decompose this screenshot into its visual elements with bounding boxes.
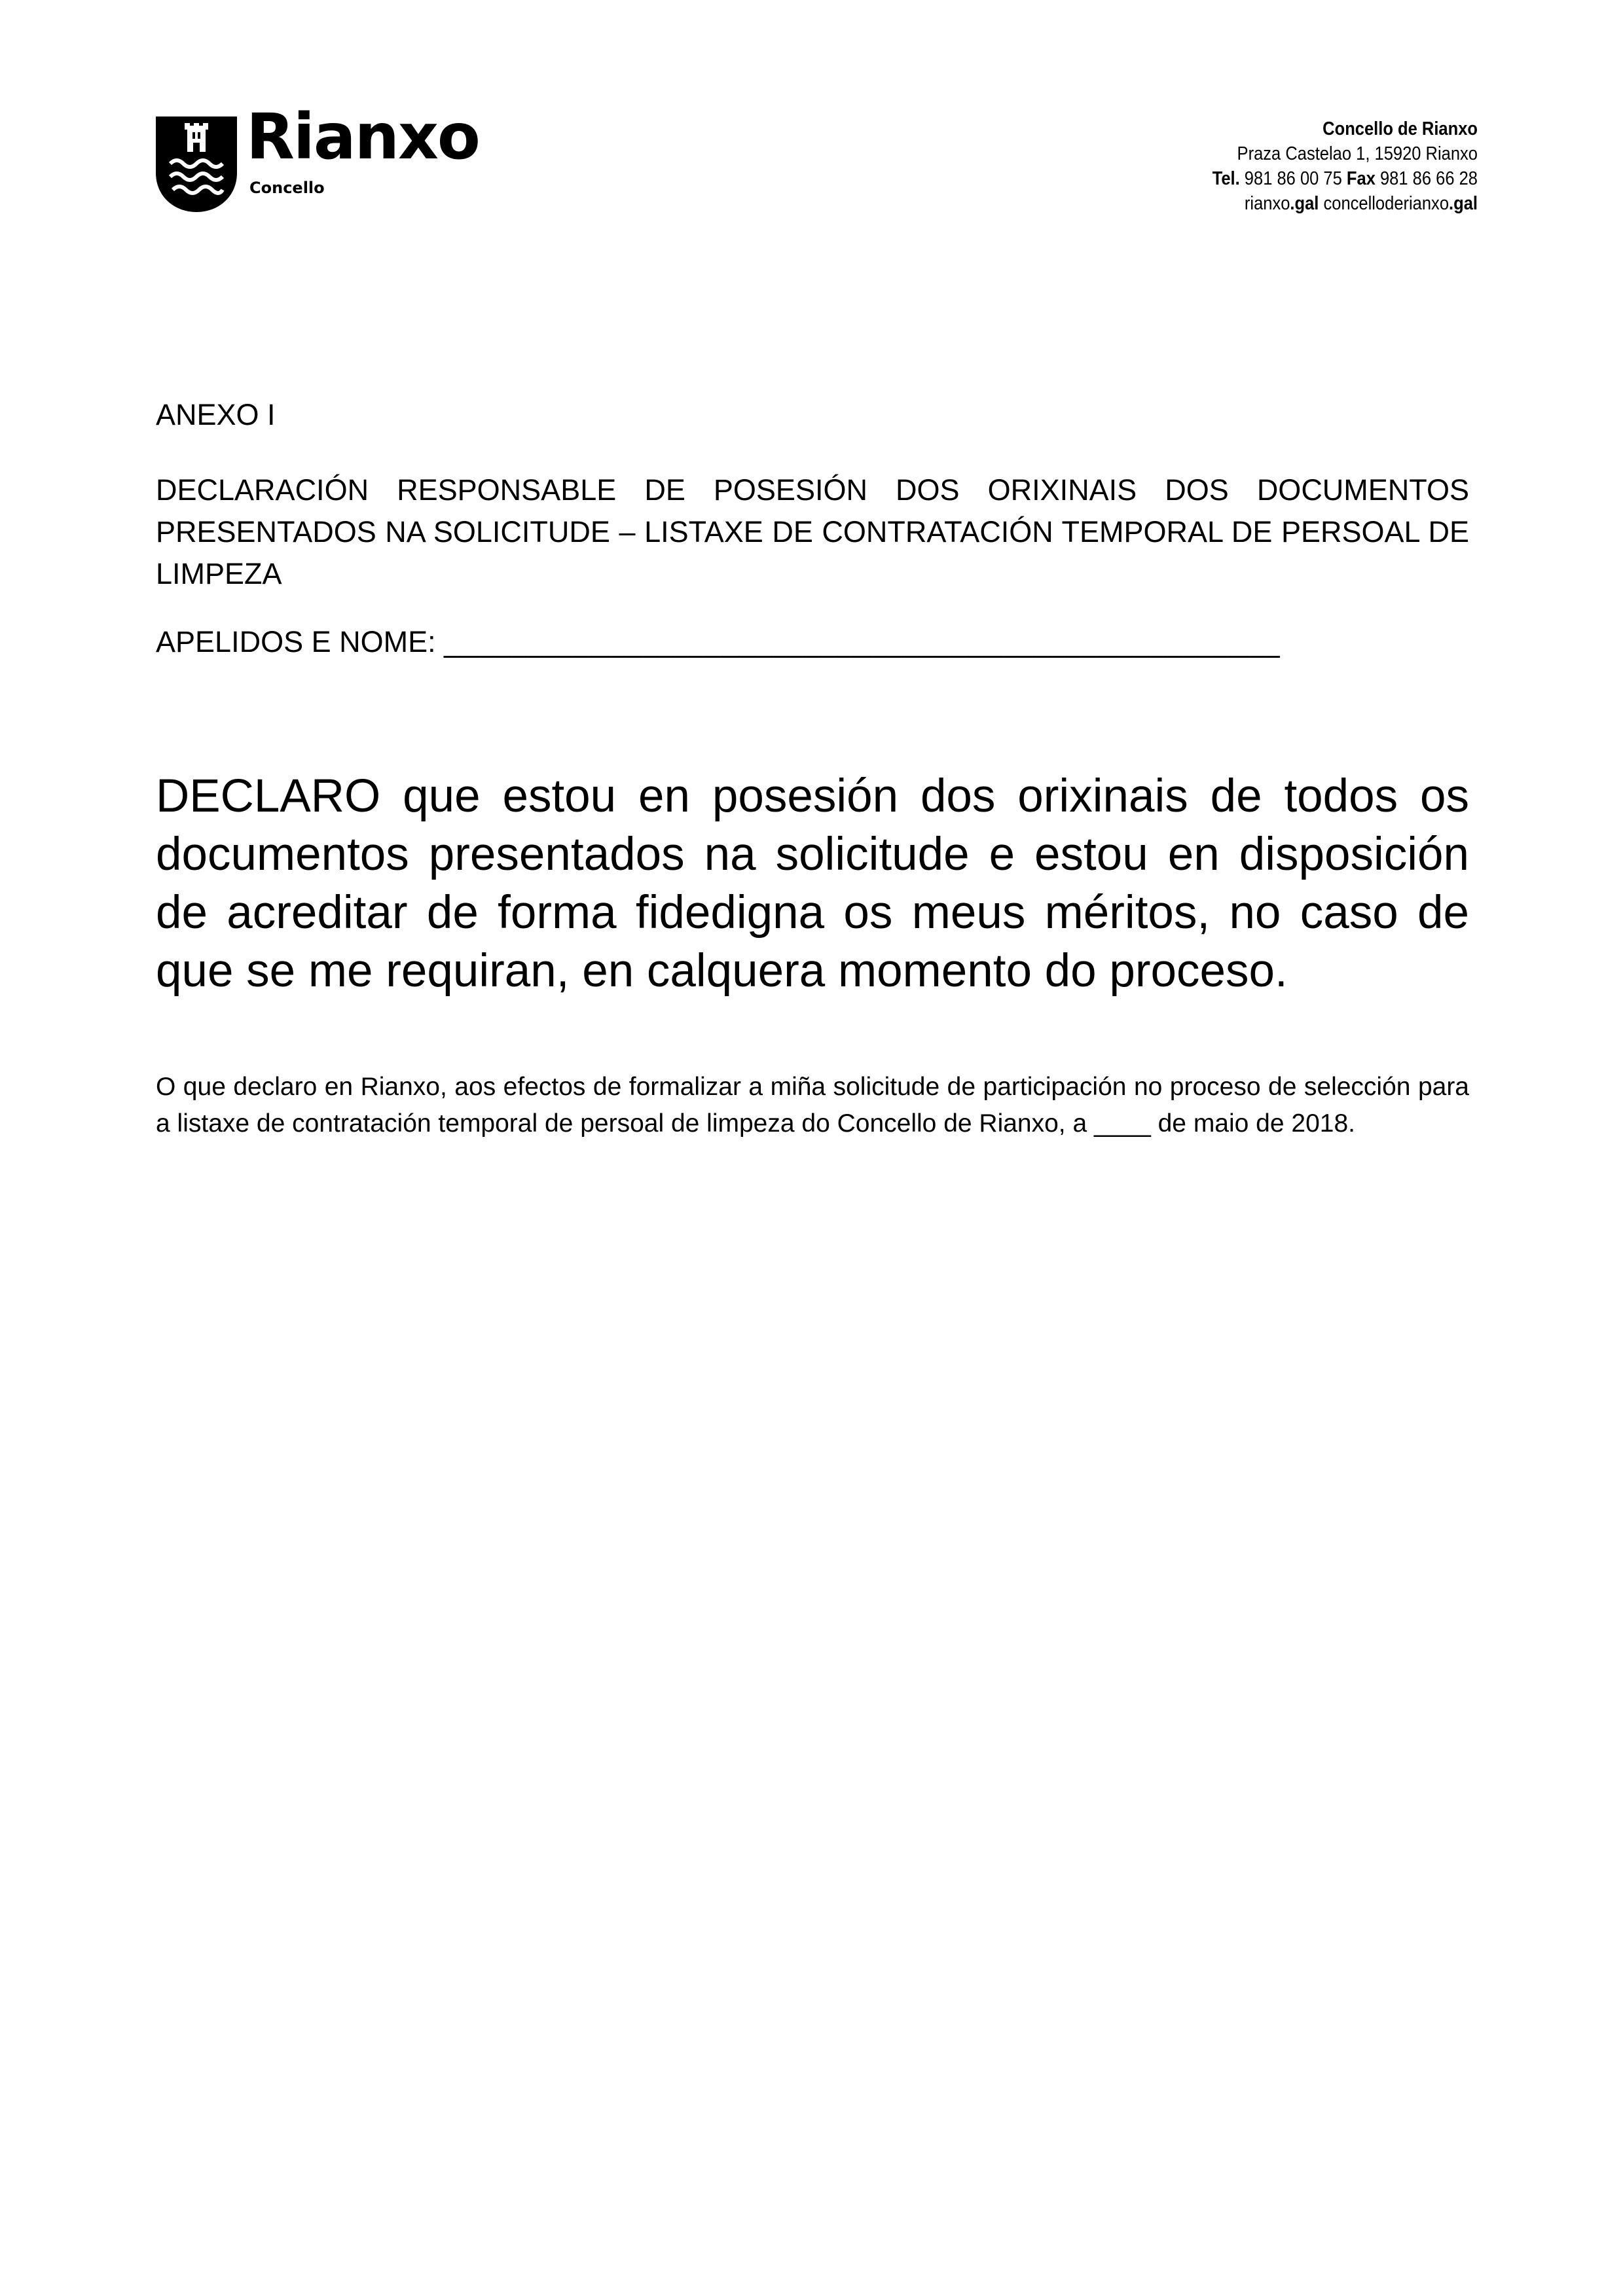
name-field-blank: ___________________________________________________ [444, 625, 1280, 658]
fax-label: Fax [1346, 168, 1376, 189]
phone-fax-line [959, 166, 1478, 191]
web-line [959, 191, 1478, 216]
tel-value: 981 86 00 75 [1244, 168, 1342, 189]
tel-label: Tel. [1212, 168, 1240, 189]
logo-wordmark: Rianxo [246, 100, 479, 173]
web-1-name: rianxo [1244, 193, 1290, 214]
declaration-paragraph: DECLARO que estou en posesión dos orixinais de todos os documentos presentados na solicitude e estou en disposición de acreditar de forma fidedigna os meus méritos, no caso de que se me requiran, en calquera momento do proceso. [156, 770, 1469, 997]
web-2-tld: .gal [1449, 193, 1478, 214]
address: Praza Castelao 1, 15920 Rianxo [1237, 143, 1478, 164]
contact-block [959, 117, 1478, 216]
name-field [156, 625, 1469, 659]
logo-subtitle: Concello [249, 179, 325, 197]
org-name: Concello de Rianxo [1322, 118, 1478, 139]
fax-value: 981 86 66 28 [1379, 168, 1478, 189]
web-2-name: concelloderianxo [1323, 193, 1450, 214]
web-1-tld: .gal [1290, 193, 1319, 214]
concello-logo [156, 100, 509, 213]
annex-heading: ANEXO I [156, 398, 276, 431]
document-title: DECLARACIÓN RESPONSABLE DE POSESIÓN DOS ORIXINAIS DOS DOCUMENTOS PRESENTADOS NA SOLICITUDE – LISTAXE DE CONTRATACIÓN TEMPORAL DE PERSOAL DE LIMPEZA [156, 473, 1469, 590]
name-field-label: APELIDOS E NOME: [156, 625, 436, 658]
castle-shield-icon [156, 117, 237, 212]
closing-paragraph: O que declaro en Rianxo, aos efectos de formalizar a miña solicitude de participación no proceso de selección para a listaxe de contratación temporal de persoal de limpeza do Concello de Rianxo, a ____ de maio de 2018. [156, 1073, 1469, 1138]
